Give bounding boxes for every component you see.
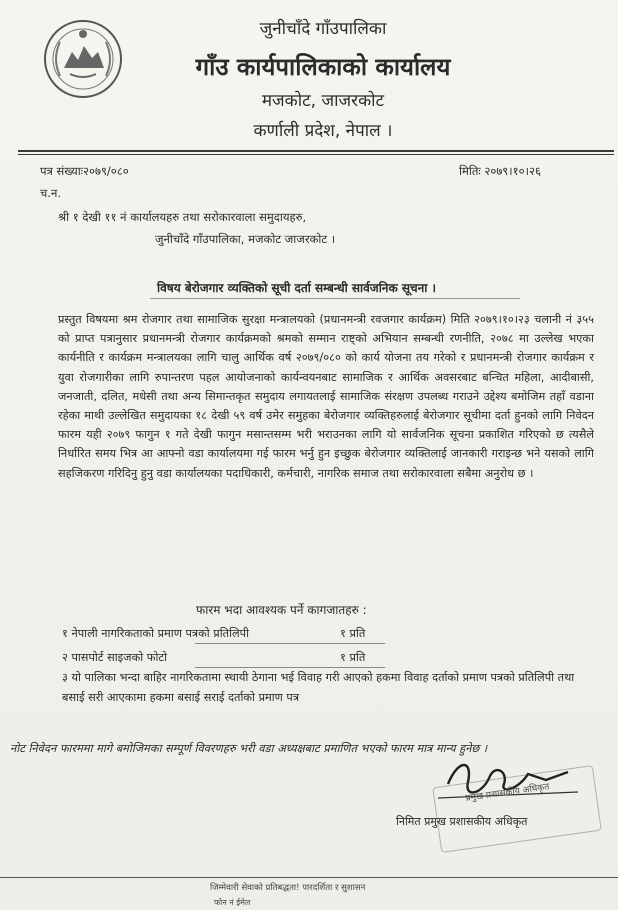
office-title: गाँउ कार्यपालिकाको कार्यालय — [195, 53, 451, 81]
recipient-line-2: जुनीचाँदे गाँउपालिका, मजकोट जाजरकोट । — [155, 232, 336, 246]
note-text: नोट निवेदन फारममा मागे बमोजिमका सम्पूर्ण विवरणहरु भरी वडा अध्यक्षबाट प्रमाणित भएको फारम मात्र मान्य हुनेछ । — [10, 742, 488, 755]
footer-contact: फोन नं ईमेल — [214, 898, 251, 907]
office-address: मजकोट, जाजरकोट — [261, 91, 385, 111]
header-divider — [18, 150, 614, 152]
letter-date: मितिः २०७९।१०।२६ — [459, 164, 541, 178]
requirement-item: १ नेपाली नागरिकताको प्रमाण पत्रको प्रतिलिपी — [62, 627, 250, 640]
requirement-copies: १ प्रति — [340, 627, 366, 640]
dispatch-number: च.न. — [40, 186, 61, 200]
footer-slogan: जिम्मेवारी सेवाको प्रतिबद्धता! पारदर्शिता र सुशासन — [210, 883, 366, 893]
reference-number: पत्र संख्याः२०७९/०८० — [40, 164, 129, 178]
stamp-text: प्रमुख प्रशासकीय अधिकृत — [464, 782, 550, 804]
notice-body: प्रस्तुत विषयमा श्रम रोजगार तथा सामाजिक सुरक्षा मन्त्रालयको (प्रधानमन्त्री रवजगार कार्यक्रम) मिति २०७९।१०।२३ चलानी नं ३५५ को प्राप्त पत्रानुसार प्रधानमन्त्री रोजगार कार्यक्रमको श्रमको सम्मान राष्ट्को अभियान सम्बन्धी रणनीति, २०७८ मा उल्लेख भएका कार्यनीति र कार्यक्रम मन्त्रालयका लागि चालु आर्थिक वर्ष २०७९/०८० को कार्य योजना तय गरेको र प्रधानमन्त्री रोजगार कार्यक्रम र युवा रोजगारीका लागि रुपान्तरण पहल आयोजनाको कार्यन्वयनबाट सामाजिक र आर्थिक अवसरबाट बन्चित महिला, आदीबासी, जनजाती, दलित, मधेसी तथा अन्य सिमान्तकृत समुदाय लगायतलाई सामाजिक संरक्षण उपलब्ध गराउने उद्देश्य बमोजिम तहाँ वडाना रहेका माथी उल्लेखित समुदायका १८ देखी ५९ वर्ष उमेर समुहका बेरोजगार व्यक्तिहरुलाई बेरोजगार सूचीमा दर्ता हुनको लागि निवेदन फारम यही २०७९ फागुन १ गते देखी फागुन मसान्तसम्म भरी भराउनका लागि यो सार्वजनिक सूचना प्रकाशित गरिएको छ त्यसैले निर्धारित समय भित्र आ आफ्नो वडा कार्यालयमा गई फारम भर्नु हुन इच्छुक बेरोजगार व्यक्तिलाई जानकारी गराइन्छ भने यसको लागि सहजिकरण गरिदिनु हुनु वडा कार्यालयका पदाधिकारी, कर्मचारी, नागरिक समाज तथा सरोकारवाला सबैमा अनुरोध छ । — [58, 313, 594, 480]
footer-divider — [0, 877, 618, 878]
requirement-item-3: ३ यो पालिका भन्दा बाहिर नागरिकतामा स्थायी ठेगाना भई विवाह गरी आएको हकमा विवाह दर्ताको प्रमाण पत्रको प्रतिलिपी तथा बसाई सरी आएकामा हकमा बसाई सराई दर्ताको प्रमाण पत्र — [62, 671, 575, 704]
office-province: कर्णाली प्रदेश, नेपाल । — [253, 121, 393, 141]
requirement-copies: १ प्रति — [340, 651, 366, 664]
recipient-line-1: श्री १ देखी ११ नं कार्यालयहरु तथा सरोकारवाला समुदायहरु, — [58, 210, 307, 224]
signatory-title: निमित प्रमुख प्रशासकीय अधिकृत — [396, 815, 528, 828]
requirement-underline — [195, 643, 385, 644]
subject-underline — [150, 298, 520, 299]
requirements-heading: फारम भदा आवश्यक पर्ने कागजातहरु : — [196, 603, 367, 617]
subject-line: विषय बेरोजगार व्यक्तिको सूची दर्ता सम्बन्धी सार्वजनिक सूचना । — [157, 281, 437, 295]
header-divider-thin — [18, 154, 614, 155]
requirement-item: २ पासपोर्ट साइजको फोटो — [62, 651, 168, 664]
municipality-name: जुनीचाँदे गाँउपालिका — [259, 19, 387, 39]
